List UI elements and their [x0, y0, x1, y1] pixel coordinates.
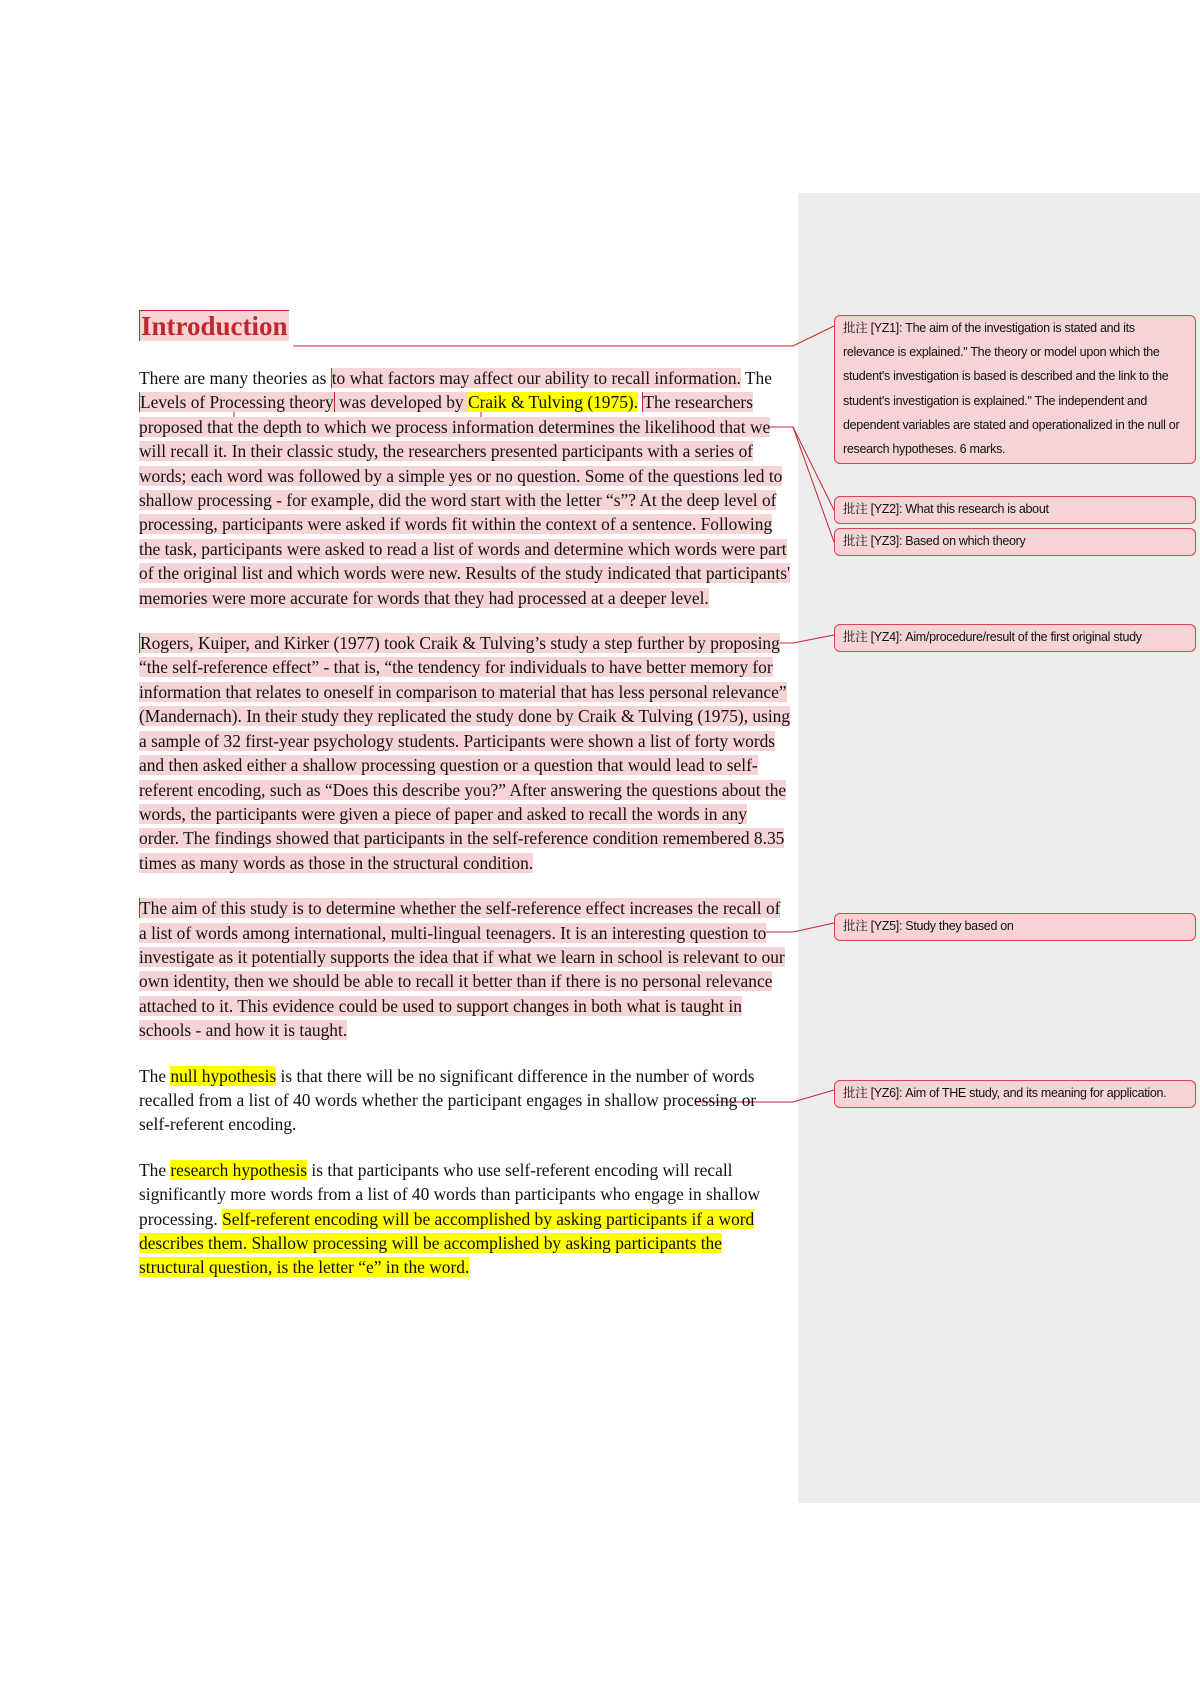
- comment-text: The aim of the investigation is stated and its relevance is explained." The theory or model upon which the student's investigation is based is described and the link to the student's investigation is explained." The independent and dependent variables are stated and operationalized in the null or research hypotheses. 6 marks.: [843, 321, 1180, 457]
- comment-id: 批注 [YZ6]:: [843, 1086, 903, 1100]
- paragraph-aim: [139, 896, 791, 1042]
- comment-balloon-yz6[interactable]: [834, 1080, 1196, 1108]
- comment-balloon-yz4[interactable]: [834, 624, 1196, 652]
- comment-text: Aim of THE study, and its meaning for application.: [902, 1086, 1167, 1100]
- highlight-citation: Craik & Tulving (1975).: [467, 392, 639, 413]
- highlight-research-hypothesis: research hypothesis: [170, 1159, 308, 1180]
- comment-range-yz6[interactable]: The aim of this study is to determine whether the self-reference effect increases the recall of a list of words among international, multi-lingual teenagers. It is an interesting question to investigate as it potentially supports the idea that if what we learn in school is relevant to our own identity, then we should be able to recall it better than if there is no personal relevance attached to it. This evidence could be used to support changes in both what is taught in schools - and how it is taught.: [139, 898, 785, 1041]
- text-run: The: [139, 1159, 171, 1180]
- text-run: The: [139, 1065, 171, 1086]
- comment-range-yz1[interactable]: to what factors may affect our ability to recall information.: [331, 368, 741, 388]
- page-title: Introduction: [141, 311, 288, 341]
- comment-balloon-yz5[interactable]: [834, 913, 1196, 941]
- text-run: was developed by: [334, 392, 468, 413]
- comment-balloon-yz1[interactable]: [834, 315, 1196, 464]
- paragraph-rogers: [139, 631, 791, 875]
- text-run: There are many theories as: [139, 368, 331, 388]
- comment-range-yz3[interactable]: Levels of Processing theory: [140, 392, 334, 413]
- comment-id: 批注 [YZ2]:: [843, 502, 903, 516]
- comment-id: 批注 [YZ4]:: [843, 630, 903, 644]
- comment-balloon-yz2[interactable]: [834, 496, 1196, 524]
- comment-range-yz5[interactable]: Rogers, Kuiper, and Kirker (1977) took Craik & Tulving’s study a step further by proposing “the self-reference effect” - that is, “the tendency for individuals to have better memory for information that relates to oneself in comparison to material that has less personal relevance” (Mandernach). In their study they replicated the study done by Craik & Tulving (1975), using a sample of 32 first-year psychology students. Participants were shown a list of forty words and then asked either a shallow processing question or a question that would lead to self-referent encoding, such as “Does this describe you?” After answering the questions about the words, the participants were given a piece of paper and asked to recall the words in any order. The findings showed that participants in the self-reference condition remembered 8.35 times as many words as those in the structural condition.: [139, 633, 791, 873]
- comment-text: Based on which theory: [902, 534, 1026, 548]
- comment-id: 批注 [YZ5]:: [843, 919, 903, 933]
- comment-balloon-yz3[interactable]: [834, 528, 1196, 556]
- paragraph-intro: [139, 366, 791, 610]
- comment-text: What this research is about: [902, 502, 1049, 516]
- document-body: [139, 310, 791, 1301]
- highlight-null-hypothesis: null hypothesis: [170, 1065, 277, 1086]
- comment-text: Study they based on: [902, 919, 1014, 933]
- paragraph-null-hypothesis: [139, 1064, 791, 1137]
- text-run: is that participants who use self-referent encoding will recall significantly more words from a list of 40 words than participants who engage in shallow processing.: [139, 1159, 761, 1229]
- comment-text: Aim/procedure/result of the first original study: [902, 630, 1142, 644]
- comment-id: 批注 [YZ1]:: [843, 321, 903, 335]
- highlight-operationalization: Self-referent encoding will be accomplished by asking participants if a word describes them. Shallow processing will be accomplished by asking participants the structural question, is the letter “e” in the word.: [139, 1208, 755, 1278]
- text-run: The: [740, 368, 772, 388]
- text-run: is that there will be no significant difference in the number of words recalled from a list of 40 words whether the participant engages in shallow processing or self-referent encoding.: [139, 1065, 757, 1135]
- paragraph-research-hypothesis: [139, 1158, 791, 1280]
- comment-id: 批注 [YZ3]:: [843, 534, 903, 548]
- comment-range-yz4[interactable]: The researchers proposed that the depth to which we process information determines the likelihood that we will recall it. In their classic study, the researchers presented participants with a series of words; each word was followed by a simple yes or no question. Some of the questions led to shallow processing - for example, did the word start with the letter “s”? At the deep level of processing, participants were asked if words fit within the context of a sentence. Following the task, participants were asked to read a list of words and determine which words were part of the original list and which words were new. Results of the study indicated that participants' memories were more accurate for words that they had processed at a deeper level.: [139, 392, 791, 608]
